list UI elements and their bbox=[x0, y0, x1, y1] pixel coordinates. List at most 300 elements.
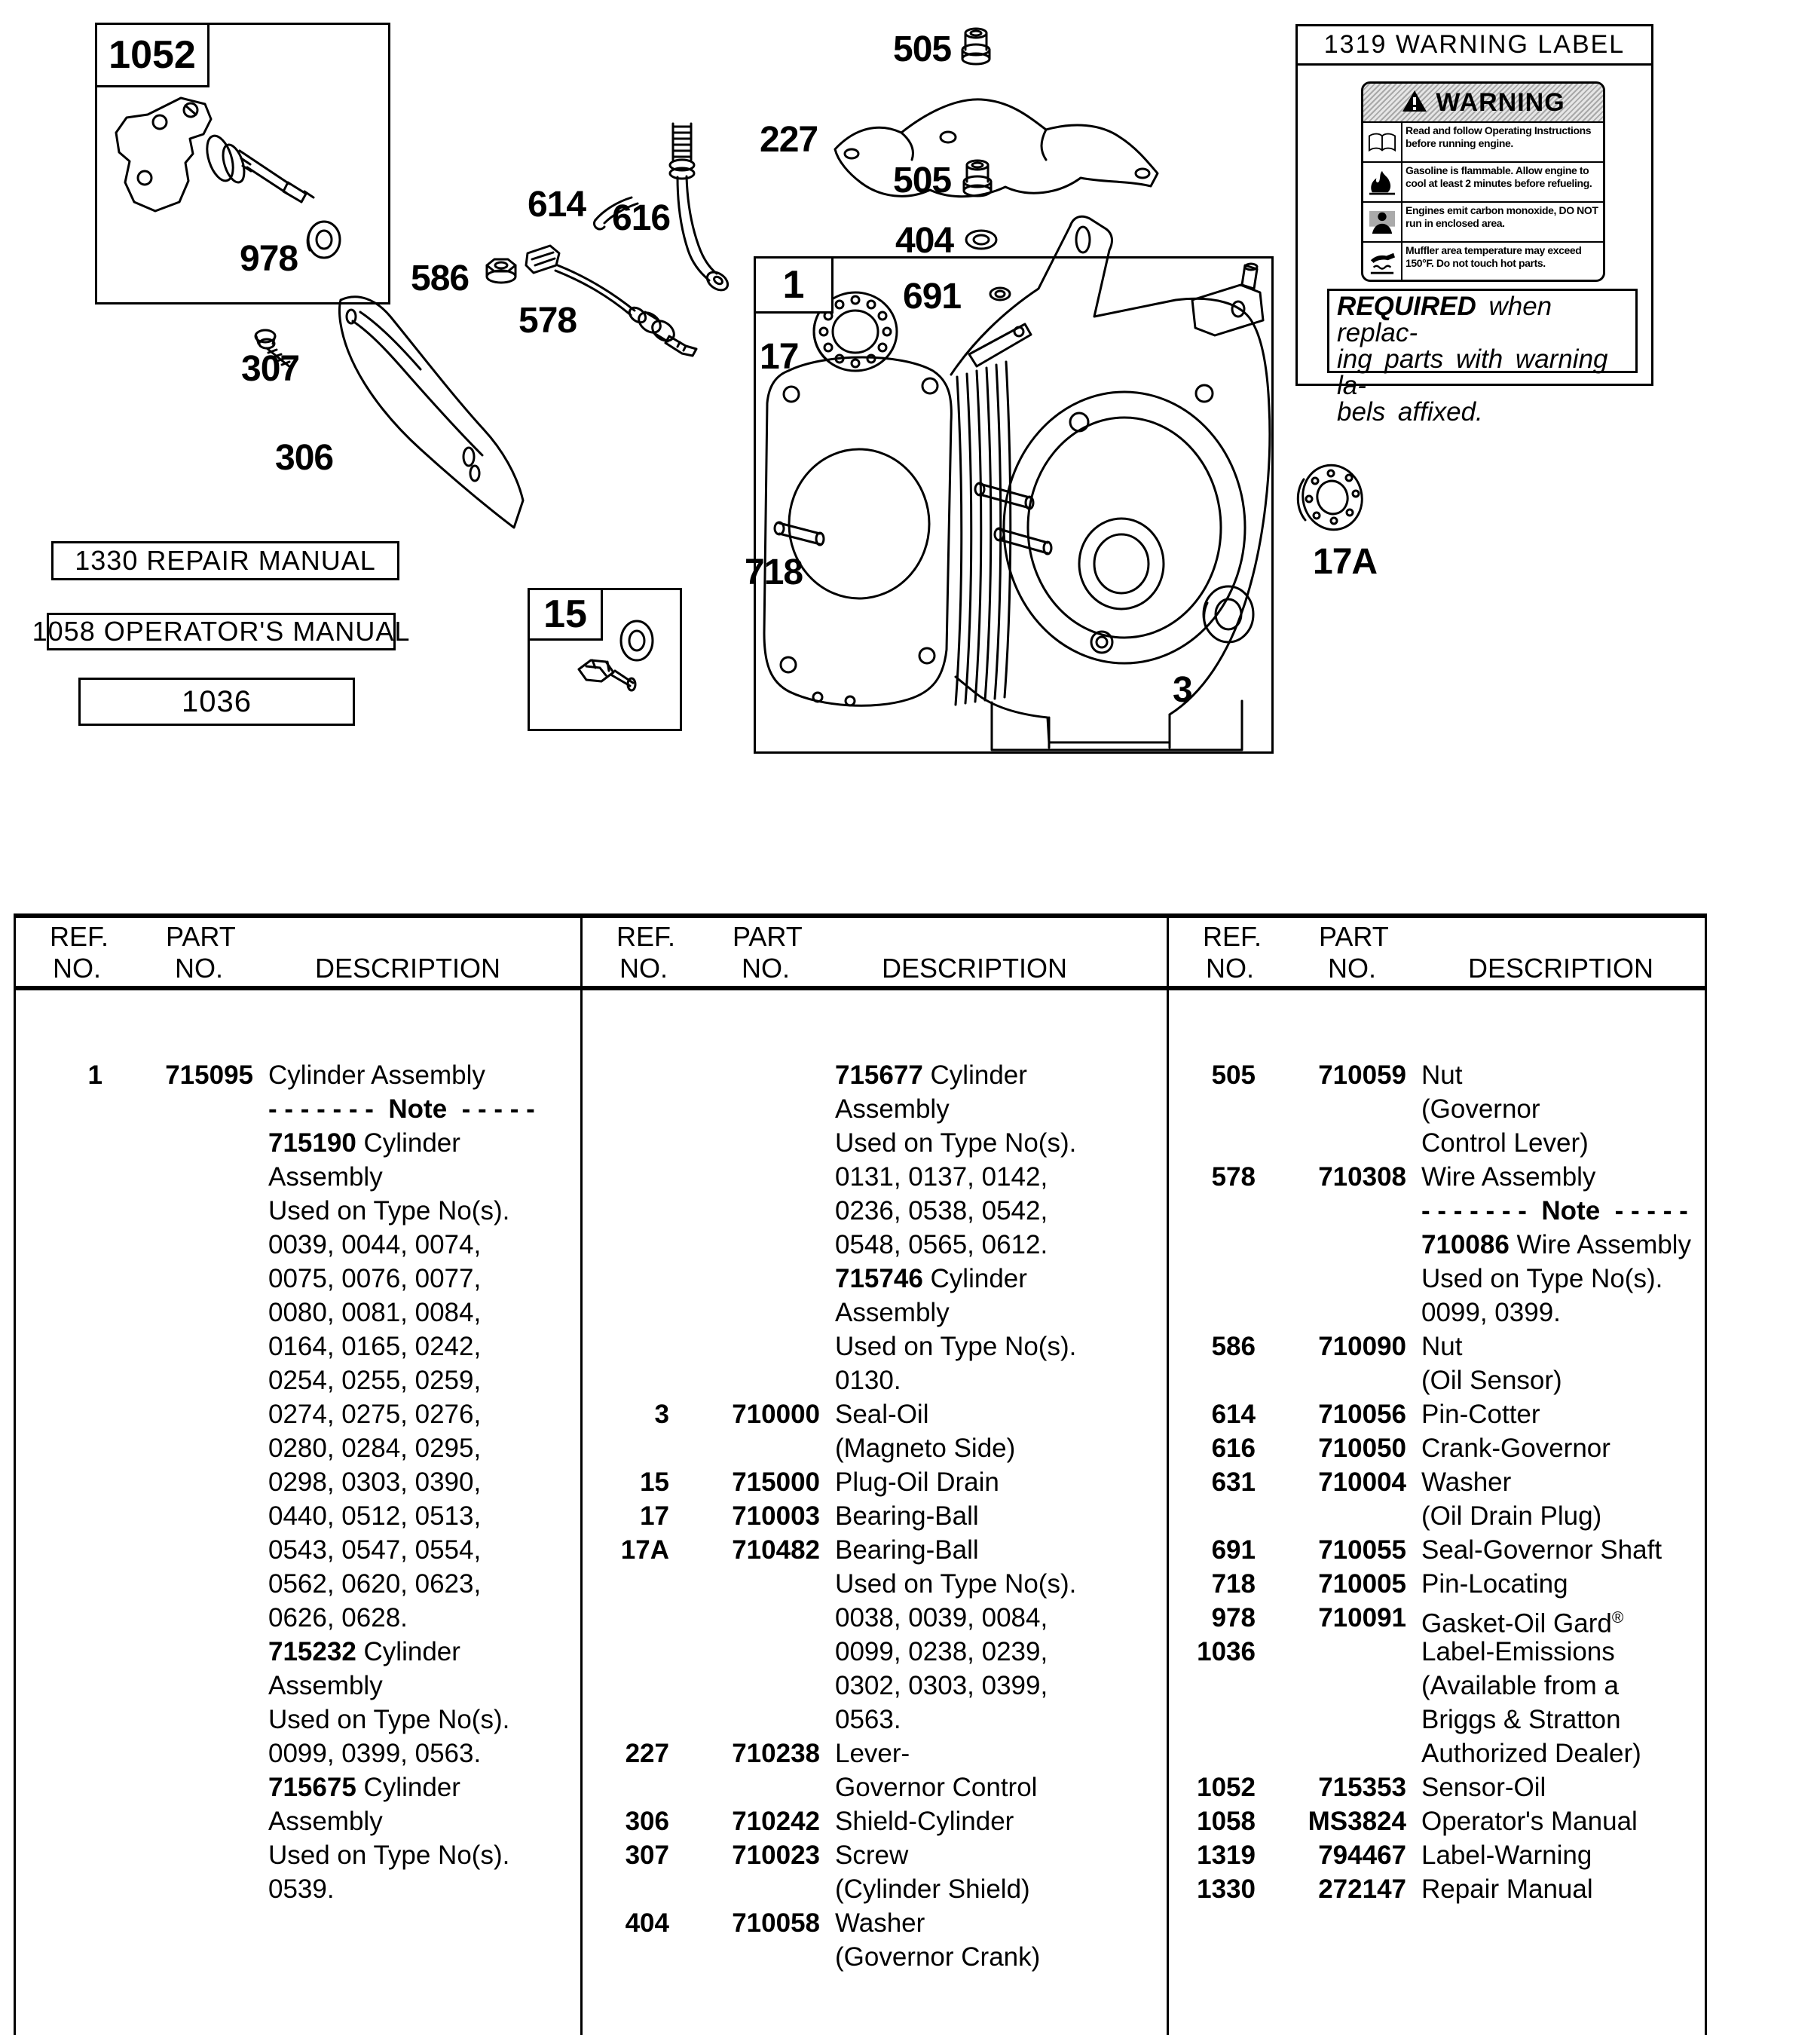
part-no: 710005 bbox=[1318, 1569, 1406, 1599]
part-no: 710058 bbox=[732, 1908, 820, 1938]
description: Used on Type No(s). bbox=[268, 1705, 510, 1734]
table-line bbox=[14, 1092, 580, 1126]
ref-no bbox=[580, 1601, 669, 1635]
ref-no bbox=[14, 1872, 102, 1906]
ref-no: 17A bbox=[620, 1535, 669, 1565]
ref-no bbox=[14, 1194, 102, 1228]
callout-505: 505 bbox=[893, 161, 952, 200]
ref-no bbox=[1167, 1363, 1256, 1397]
ref-no bbox=[1167, 1703, 1256, 1737]
ref-no bbox=[580, 1160, 669, 1194]
table-line bbox=[14, 1838, 580, 1872]
description: 715675 Cylinder bbox=[268, 1773, 460, 1802]
header-part: PART bbox=[166, 921, 236, 952]
ref-no: 404 bbox=[625, 1908, 669, 1938]
table-line bbox=[1167, 1770, 1705, 1804]
ref-no bbox=[1167, 1194, 1256, 1228]
table-line bbox=[14, 1194, 580, 1228]
inset-box-label-1: 1 bbox=[754, 256, 834, 314]
warning-triangle-icon bbox=[1401, 89, 1428, 117]
description: Shield-Cylinder bbox=[835, 1807, 1014, 1836]
description: Washer bbox=[1421, 1467, 1512, 1497]
ref-no: 691 bbox=[1211, 1535, 1256, 1565]
required-note-line1: when replac- bbox=[1337, 292, 1552, 347]
table-header-col2 bbox=[580, 913, 1167, 987]
table-line bbox=[1167, 1499, 1705, 1533]
ref-no bbox=[580, 1058, 669, 1092]
part-no bbox=[1256, 1363, 1406, 1397]
description: Nut bbox=[1421, 1060, 1463, 1090]
table-line bbox=[580, 1872, 1167, 1906]
header-part-no: NO. bbox=[1328, 953, 1377, 984]
part-no: 710023 bbox=[732, 1841, 820, 1870]
part-no bbox=[102, 1601, 253, 1635]
part-no bbox=[102, 1296, 253, 1330]
ref-no: 586 bbox=[1211, 1332, 1256, 1361]
description: (Cylinder Shield) bbox=[835, 1874, 1030, 1904]
ref-no bbox=[580, 1635, 669, 1669]
ref-no bbox=[580, 1872, 669, 1906]
table-column-2 bbox=[580, 1058, 1167, 1974]
table-line bbox=[1167, 1601, 1705, 1639]
part-no bbox=[669, 1363, 820, 1397]
table-line bbox=[14, 1669, 580, 1703]
ref-no bbox=[14, 1160, 102, 1194]
table-line bbox=[580, 1296, 1167, 1330]
description: Briggs & Stratton bbox=[1421, 1705, 1621, 1734]
description: (Governor bbox=[1421, 1094, 1540, 1124]
description: 0543, 0547, 0554, bbox=[268, 1535, 482, 1565]
table-line bbox=[14, 1635, 580, 1669]
description: 0563. bbox=[835, 1705, 901, 1734]
description: 715190 Cylinder bbox=[268, 1128, 460, 1158]
ref-no bbox=[14, 1228, 102, 1262]
part-no bbox=[102, 1703, 253, 1737]
ref-no bbox=[14, 1262, 102, 1296]
part-no bbox=[102, 1397, 253, 1431]
ref-no: 718 bbox=[1211, 1569, 1256, 1599]
table-line bbox=[14, 1737, 580, 1770]
description: 715746 Cylinder bbox=[835, 1264, 1027, 1293]
description: Assembly bbox=[835, 1298, 950, 1327]
ref-no: 3 bbox=[654, 1400, 669, 1429]
description: 0274, 0275, 0276, bbox=[268, 1400, 482, 1429]
part-no bbox=[102, 1431, 253, 1465]
ref-no bbox=[14, 1567, 102, 1601]
description: 0164, 0165, 0242, bbox=[268, 1332, 482, 1361]
warning-word: WARNING bbox=[1436, 87, 1565, 117]
ref-no: 1052 bbox=[1197, 1773, 1256, 1802]
part-no bbox=[102, 1126, 253, 1160]
part-no bbox=[102, 1533, 253, 1567]
description: Cylinder Assembly bbox=[268, 1060, 485, 1090]
ref-no bbox=[14, 1499, 102, 1533]
part-no bbox=[669, 1567, 820, 1601]
table-line bbox=[580, 1703, 1167, 1737]
required-note-line2: ing parts with warning la- bbox=[1337, 344, 1608, 400]
part-no bbox=[102, 1465, 253, 1499]
ref-no bbox=[580, 1669, 669, 1703]
table-right-border bbox=[1705, 913, 1707, 2035]
description: 0539. bbox=[268, 1874, 335, 1904]
crank-governor-616-drawing bbox=[670, 124, 731, 294]
ref-no bbox=[14, 1770, 102, 1804]
ref-no: 1330 bbox=[1197, 1874, 1256, 1904]
description: Lever- bbox=[835, 1739, 910, 1768]
callout-404: 404 bbox=[895, 221, 954, 261]
description: 715677 Cylinder bbox=[835, 1060, 1027, 1090]
table-line bbox=[1167, 1160, 1705, 1194]
header-ref-no: NO. bbox=[619, 953, 668, 984]
warning-label-panel bbox=[1295, 24, 1653, 427]
ref-no bbox=[14, 1737, 102, 1770]
table-line bbox=[580, 1397, 1167, 1431]
ref-no bbox=[580, 1126, 669, 1160]
description: Label-Warning bbox=[1421, 1841, 1592, 1870]
book-icon bbox=[1363, 123, 1402, 161]
ref-no bbox=[14, 1838, 102, 1872]
table-line bbox=[1167, 1533, 1705, 1567]
warning-row bbox=[1363, 203, 1603, 243]
ref-no: 15 bbox=[640, 1467, 669, 1497]
ref-no bbox=[580, 1092, 669, 1126]
ref-no: 978 bbox=[1211, 1603, 1256, 1633]
description: Label-Emissions bbox=[1421, 1637, 1615, 1666]
ref-no bbox=[14, 1431, 102, 1465]
part-no bbox=[669, 1635, 820, 1669]
ref-no bbox=[14, 1465, 102, 1499]
part-no bbox=[102, 1567, 253, 1601]
description: 0075, 0076, 0077, bbox=[268, 1264, 482, 1293]
table-line bbox=[580, 1838, 1167, 1872]
part-no: 710004 bbox=[1318, 1467, 1406, 1497]
table-line bbox=[14, 1770, 580, 1804]
table-line bbox=[580, 1669, 1167, 1703]
ref-no bbox=[14, 1126, 102, 1160]
part-no: 710000 bbox=[732, 1400, 820, 1429]
warning-row-text: Gasoline is flammable. Allow engine to cool at least 2 minutes before refueling. bbox=[1406, 164, 1592, 189]
part-no bbox=[669, 1770, 820, 1804]
part-no bbox=[102, 1872, 253, 1906]
table-line bbox=[14, 1160, 580, 1194]
ref-no bbox=[14, 1804, 102, 1838]
callout-505: 505 bbox=[893, 29, 952, 69]
ref-no bbox=[14, 1092, 102, 1126]
description: Wire Assembly bbox=[1421, 1162, 1596, 1192]
table-line bbox=[580, 1906, 1167, 1940]
operators-manual-box: 1058 OPERATOR'S MANUAL bbox=[47, 613, 396, 650]
description: Screw bbox=[835, 1841, 909, 1870]
part-no bbox=[669, 1601, 820, 1635]
header-ref: REF. bbox=[616, 921, 676, 952]
header-ref-no: NO. bbox=[53, 953, 102, 984]
ref-no bbox=[1167, 1126, 1256, 1160]
part-no: 710055 bbox=[1318, 1535, 1406, 1565]
table-line bbox=[14, 1703, 580, 1737]
description: 0099, 0399. bbox=[1421, 1298, 1561, 1327]
description: 0548, 0565, 0612. bbox=[835, 1230, 1048, 1259]
description: 0099, 0399, 0563. bbox=[268, 1739, 482, 1768]
table-column-3 bbox=[1167, 1058, 1705, 1906]
nut-505-lower-drawing bbox=[964, 161, 991, 196]
warning-row bbox=[1363, 163, 1603, 203]
warning-row-text: Engines emit carbon monoxide, DO NOT run in enclosed area. bbox=[1406, 204, 1598, 229]
ref-no: 17 bbox=[640, 1501, 669, 1531]
part-no: 710308 bbox=[1318, 1162, 1406, 1192]
header-part: PART bbox=[733, 921, 803, 952]
ref-no bbox=[14, 1703, 102, 1737]
warning-row-text: Read and follow Operating Instructions before running engine. bbox=[1406, 124, 1592, 149]
description: 0302, 0303, 0399, bbox=[835, 1671, 1048, 1700]
table-line bbox=[580, 1363, 1167, 1397]
description: 0130. bbox=[835, 1366, 901, 1395]
table-line bbox=[14, 1126, 580, 1160]
table-line bbox=[1167, 1669, 1705, 1703]
part-no bbox=[102, 1804, 253, 1838]
oil-sensor-inset-box bbox=[95, 23, 390, 304]
required-note-line3: bels affixed. bbox=[1337, 397, 1483, 427]
table-line bbox=[1167, 1465, 1705, 1499]
part-no bbox=[1256, 1499, 1406, 1533]
table-line bbox=[580, 1770, 1167, 1804]
description: Pin-Locating bbox=[1421, 1569, 1568, 1599]
table-line bbox=[1167, 1330, 1705, 1363]
description: Used on Type No(s). bbox=[835, 1332, 1077, 1361]
table-line bbox=[14, 1872, 580, 1906]
part-no bbox=[1256, 1703, 1406, 1737]
repair-manual-box: 1330 REPAIR MANUAL bbox=[51, 541, 399, 580]
ref-no: 631 bbox=[1211, 1467, 1256, 1497]
part-no bbox=[669, 1126, 820, 1160]
header-ref: REF. bbox=[50, 921, 109, 952]
part-no bbox=[102, 1194, 253, 1228]
table-line bbox=[580, 1499, 1167, 1533]
description: Crank-Governor bbox=[1421, 1434, 1610, 1463]
ref-no bbox=[14, 1635, 102, 1669]
description: 0038, 0039, 0084, bbox=[835, 1603, 1048, 1633]
part-no bbox=[1256, 1092, 1406, 1126]
part-no: 710090 bbox=[1318, 1332, 1406, 1361]
part-no bbox=[102, 1635, 253, 1669]
callout-691: 691 bbox=[903, 277, 962, 317]
ref-no bbox=[580, 1262, 669, 1296]
bearing-17A-drawing bbox=[1296, 459, 1369, 536]
header-description: DESCRIPTION bbox=[1468, 953, 1654, 984]
description: 715232 Cylinder bbox=[268, 1637, 460, 1666]
callout-307: 307 bbox=[241, 349, 300, 389]
table-line bbox=[14, 1465, 580, 1499]
ref-no bbox=[1167, 1262, 1256, 1296]
table-line bbox=[580, 1940, 1167, 1974]
description: Sensor-Oil bbox=[1421, 1773, 1546, 1802]
description: 0131, 0137, 0142, bbox=[835, 1162, 1048, 1192]
header-ref: REF. bbox=[1203, 921, 1262, 952]
table-line bbox=[14, 1533, 580, 1567]
table-line bbox=[14, 1058, 580, 1092]
part-no bbox=[102, 1737, 253, 1770]
part-no bbox=[102, 1330, 253, 1363]
part-no: MS3824 bbox=[1308, 1807, 1406, 1836]
required-note-bold: REQUIRED bbox=[1337, 292, 1476, 321]
table-line bbox=[14, 1397, 580, 1431]
part-no: 710059 bbox=[1318, 1060, 1406, 1090]
description: Assembly bbox=[835, 1094, 950, 1124]
ref-no: 1058 bbox=[1197, 1807, 1256, 1836]
part-no bbox=[102, 1092, 253, 1126]
table-line bbox=[1167, 1262, 1705, 1296]
part-no bbox=[102, 1838, 253, 1872]
ref-no bbox=[14, 1296, 102, 1330]
table-line bbox=[1167, 1804, 1705, 1838]
governor-lever-227-drawing bbox=[835, 99, 1158, 197]
ref-no bbox=[14, 1601, 102, 1635]
description: Governor Control bbox=[835, 1773, 1038, 1802]
table-line bbox=[14, 1567, 580, 1601]
part-no bbox=[1256, 1126, 1406, 1160]
part-no bbox=[102, 1160, 253, 1194]
table-line bbox=[580, 1228, 1167, 1262]
table-line bbox=[14, 1228, 580, 1262]
callout-578: 578 bbox=[518, 301, 577, 341]
table-line bbox=[580, 1092, 1167, 1126]
callout-3: 3 bbox=[1173, 670, 1192, 710]
description: Assembly bbox=[268, 1162, 383, 1192]
part-no bbox=[669, 1160, 820, 1194]
callout-586: 586 bbox=[411, 259, 470, 298]
table-line bbox=[14, 1431, 580, 1465]
carbon-monoxide-icon bbox=[1363, 203, 1402, 241]
part-no: 715353 bbox=[1318, 1773, 1406, 1802]
ref-no: 227 bbox=[625, 1739, 669, 1768]
part-no bbox=[1256, 1296, 1406, 1330]
part-no bbox=[1256, 1262, 1406, 1296]
description: 0254, 0255, 0259, bbox=[268, 1366, 482, 1395]
callout-17A: 17A bbox=[1313, 542, 1378, 582]
inset-box-label-15: 15 bbox=[528, 588, 603, 641]
part-no bbox=[1256, 1737, 1406, 1770]
table-line bbox=[580, 1601, 1167, 1635]
ref-no: 306 bbox=[625, 1807, 669, 1836]
description: 0236, 0538, 0542, bbox=[835, 1196, 1048, 1226]
description: Assembly bbox=[268, 1671, 383, 1700]
table-line bbox=[14, 1499, 580, 1533]
flame-icon bbox=[1363, 163, 1402, 201]
table-line bbox=[14, 1262, 580, 1296]
description: Repair Manual bbox=[1421, 1874, 1593, 1904]
ref-no: 307 bbox=[625, 1841, 669, 1870]
ref-no bbox=[1167, 1737, 1256, 1770]
description: 710086 Wire Assembly bbox=[1421, 1230, 1691, 1259]
nut-505-top-drawing bbox=[962, 29, 990, 64]
ref-no bbox=[1167, 1228, 1256, 1262]
oil-drain-inset-box bbox=[528, 588, 682, 731]
warning-label-graphic bbox=[1361, 81, 1605, 282]
description: Gasket-Oil Gard® bbox=[1421, 1608, 1624, 1639]
part-no bbox=[669, 1092, 820, 1126]
table-line bbox=[1167, 1228, 1705, 1262]
description: (Oil Drain Plug) bbox=[1421, 1501, 1602, 1531]
ref-no bbox=[580, 1703, 669, 1737]
ref-no bbox=[580, 1330, 669, 1363]
ref-no bbox=[14, 1669, 102, 1703]
callout-227: 227 bbox=[760, 120, 818, 160]
table-line bbox=[14, 1804, 580, 1838]
ref-no bbox=[1167, 1296, 1256, 1330]
table-line bbox=[14, 1601, 580, 1635]
part-no: 710242 bbox=[732, 1807, 820, 1836]
table-line bbox=[580, 1737, 1167, 1770]
table-line bbox=[1167, 1737, 1705, 1770]
ref-no bbox=[14, 1397, 102, 1431]
description: Nut bbox=[1421, 1332, 1463, 1361]
description: Bearing-Ball bbox=[835, 1535, 979, 1565]
part-no: 710056 bbox=[1318, 1400, 1406, 1429]
part-no bbox=[669, 1194, 820, 1228]
description: 0280, 0284, 0295, bbox=[268, 1434, 482, 1463]
warning-rows bbox=[1363, 123, 1603, 282]
table-line bbox=[580, 1126, 1167, 1160]
table-line bbox=[1167, 1703, 1705, 1737]
table-column-1 bbox=[14, 1058, 580, 1906]
description: 0298, 0303, 0390, bbox=[268, 1467, 482, 1497]
table-line bbox=[14, 1363, 580, 1397]
ref-no bbox=[1167, 1499, 1256, 1533]
part-no: 710003 bbox=[732, 1501, 820, 1531]
part-no bbox=[102, 1669, 253, 1703]
part-no bbox=[102, 1363, 253, 1397]
callout-17: 17 bbox=[760, 337, 799, 377]
part-no bbox=[102, 1770, 253, 1804]
header-description: DESCRIPTION bbox=[315, 953, 501, 984]
inset-box-label-1052: 1052 bbox=[95, 23, 210, 87]
part-no bbox=[669, 1058, 820, 1092]
header-part-no: NO. bbox=[175, 953, 224, 984]
ref-no bbox=[580, 1194, 669, 1228]
description: Plug-Oil Drain bbox=[835, 1467, 999, 1497]
ref-no bbox=[580, 1363, 669, 1397]
part-no: 715000 bbox=[732, 1467, 820, 1497]
table-line bbox=[1167, 1567, 1705, 1601]
ref-no bbox=[580, 1770, 669, 1804]
ref-no bbox=[580, 1228, 669, 1262]
required-note bbox=[1327, 289, 1638, 427]
table-line bbox=[14, 1330, 580, 1363]
part-no bbox=[669, 1228, 820, 1262]
description: 0626, 0628. bbox=[268, 1603, 408, 1633]
ref-no bbox=[580, 1431, 669, 1465]
callout-614: 614 bbox=[528, 185, 586, 225]
washer-404-drawing bbox=[966, 231, 996, 249]
description: 0562, 0620, 0623, bbox=[268, 1569, 482, 1599]
table-line bbox=[14, 1296, 580, 1330]
description: Used on Type No(s). bbox=[835, 1569, 1077, 1599]
nut-586-drawing bbox=[487, 259, 515, 283]
description: Used on Type No(s). bbox=[268, 1841, 510, 1870]
callout-718: 718 bbox=[745, 552, 803, 592]
description: Operator's Manual bbox=[1421, 1807, 1638, 1836]
table-line bbox=[580, 1194, 1167, 1228]
table-line bbox=[580, 1330, 1167, 1363]
ref-no bbox=[1167, 1092, 1256, 1126]
header-part-no: NO. bbox=[742, 953, 791, 984]
table-line bbox=[1167, 1431, 1705, 1465]
part-no bbox=[102, 1228, 253, 1262]
table-header-col3 bbox=[1167, 913, 1705, 987]
description: Authorized Dealer) bbox=[1421, 1739, 1641, 1768]
cylinder-shield-306-drawing bbox=[339, 297, 523, 528]
part-no bbox=[1256, 1228, 1406, 1262]
callout-306: 306 bbox=[275, 438, 334, 478]
